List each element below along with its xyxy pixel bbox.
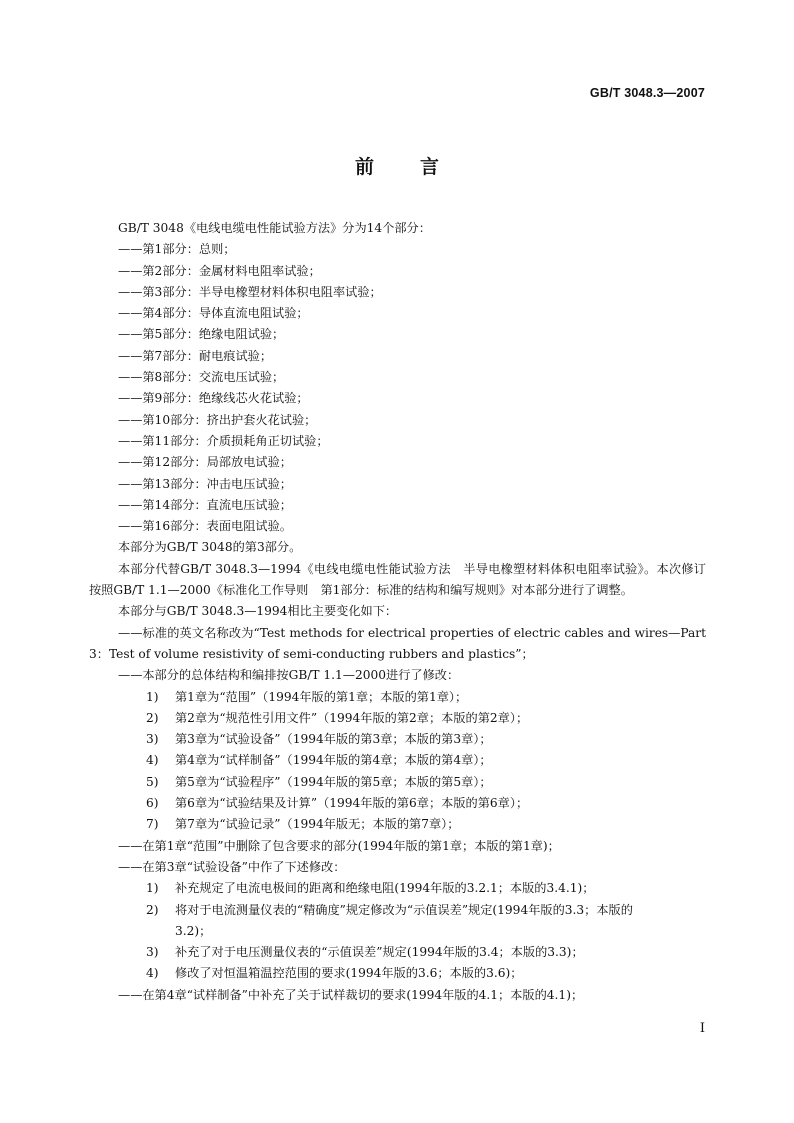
document-body xyxy=(89,218,706,1006)
item-text: 第3章为“试验设备”（1994年版的第3章；本版的第3章）； xyxy=(175,732,492,747)
equipment-item xyxy=(89,963,706,984)
part-item: ——第9部分：绝缘线芯火花试验； xyxy=(118,391,309,406)
item-text: 将对于电流测量仪表的“精确度”规定修改为“示值误差”规定(1994年版的3.3；本版的 xyxy=(175,902,633,917)
structure-item xyxy=(89,793,706,814)
item-number: 3) xyxy=(146,732,159,747)
part-item: ——第7部分：耐电痕试验； xyxy=(118,348,273,363)
part-item: ——第4部分：导体直流电阻试验； xyxy=(118,306,309,321)
part-item: ——第11部分：介质损耗角正切试验； xyxy=(118,433,329,448)
structure-item xyxy=(89,687,706,708)
item-text: 第4章为“试样制备”（1994年版的第4章；本版的第4章）； xyxy=(175,753,492,768)
part-item: ——第3部分：半导电橡塑材料体积电阻率试验； xyxy=(118,284,382,299)
part-item: ——第5部分：绝缘电阻试验； xyxy=(118,327,285,342)
item-number: 3) xyxy=(146,945,159,960)
item-number: 1) xyxy=(146,689,159,704)
part-item: ——第10部分：挤出护套火花试验； xyxy=(118,412,317,427)
part-statement: 本部分为GB/T 3048的第3部分。 xyxy=(118,540,302,555)
change-equipment: ——在第3章“试验设备”中作了下述修改： xyxy=(118,859,346,874)
structure-item xyxy=(89,729,706,750)
item-text: 补充规定了电流电极间的距离和绝缘电阻(1994年版的3.2.1；本版的3.4.1)； xyxy=(175,881,595,896)
item-number: 4) xyxy=(146,753,159,768)
structure-item xyxy=(89,708,706,729)
item-number: 2) xyxy=(146,902,159,917)
structure-list xyxy=(89,687,706,836)
item-number: 1) xyxy=(146,881,159,896)
part-item: ——第14部分：直流电压试验； xyxy=(118,497,292,512)
item-text: 第6章为“试验结果及计算”（1994年版的第6章；本版的第6章）； xyxy=(175,796,529,811)
part-item: ——第12部分：局部放电试验； xyxy=(118,455,292,470)
item-number: 5) xyxy=(146,774,159,789)
equipment-item xyxy=(89,878,706,899)
change-structure: ——本部分的总体结构和编排按GB/T 1.1—2000进行了修改： xyxy=(118,668,460,683)
item-number: 4) xyxy=(146,966,159,981)
part-item: ——第1部分：总则； xyxy=(118,242,236,257)
part-item: ——第16部分：表面电阻试验。 xyxy=(118,519,292,534)
structure-item xyxy=(89,750,706,771)
replacement-paragraph: 本部分代替GB/T 3048.3—1994《电线电缆电性能试验方法 半导电橡塑材料体积电阻率试验》。本次修订按照GB/T 1.1—2000《标准化工作导则 第1部分：标准的结构和编写规则》对本部分进行了调整。 xyxy=(89,561,706,598)
item-number: 2) xyxy=(146,710,159,725)
part-item: ——第13部分：冲击电压试验； xyxy=(118,476,292,491)
equipment-item-continuation: 3.2)； xyxy=(175,923,212,938)
parts-list xyxy=(89,239,706,537)
item-text: 补充了对于电压测量仪表的“示值误差”规定(1994年版的3.4；本版的3.3)； xyxy=(175,945,584,960)
equipment-item xyxy=(89,942,706,963)
item-text: 修改了对恒温箱温控范围的要求(1994年版的3.6；本版的3.6)； xyxy=(175,966,523,981)
item-text: 第7章为“试验记录”（1994年版无；本版的第7章）； xyxy=(175,817,460,832)
change-scope: ——在第1章“范围”中删除了包含要求的部分(1994年版的第1章；本版的第1章)； xyxy=(118,838,560,853)
structure-item xyxy=(89,814,706,835)
part-item: ——第2部分：金属材料电阻率试验； xyxy=(118,263,321,278)
equipment-item xyxy=(89,900,706,921)
changes-intro: 本部分与GB/T 3048.3—1994相比主要变化如下： xyxy=(118,604,398,619)
item-text: 第5章为“试验程序”（1994年版的第5章；本版的第5章）； xyxy=(175,774,492,789)
item-number: 7) xyxy=(146,817,159,832)
change-english-name: ——标准的英文名称改为“Test methods for electrical properties of electric cables and wires—Part 3：Test of volume resistivity of semi-conducting rubbers and plastics”； xyxy=(89,625,706,661)
item-text: 第2章为“规范性引用文件”（1994年版的第2章；本版的第2章）； xyxy=(175,710,529,725)
structure-item xyxy=(89,772,706,793)
intro-text: GB/T 3048《电线电缆电性能试验方法》分为14个部分： xyxy=(118,221,431,235)
equipment-list xyxy=(89,878,706,984)
page-title: 前言 xyxy=(354,156,485,178)
part-item: ——第8部分：交流电压试验； xyxy=(118,370,285,385)
item-number: 6) xyxy=(146,796,159,811)
item-text: 第1章为“范围”（1994年版的第1章；本版的第1章）； xyxy=(175,689,468,704)
page-number: I xyxy=(699,1021,705,1036)
standard-number: GB/T 3048.3—2007 xyxy=(589,86,705,100)
change-sample: ——在第4章“试样制备”中补充了关于试样裁切的要求(1994年版的4.1；本版的4.1)； xyxy=(118,987,584,1002)
